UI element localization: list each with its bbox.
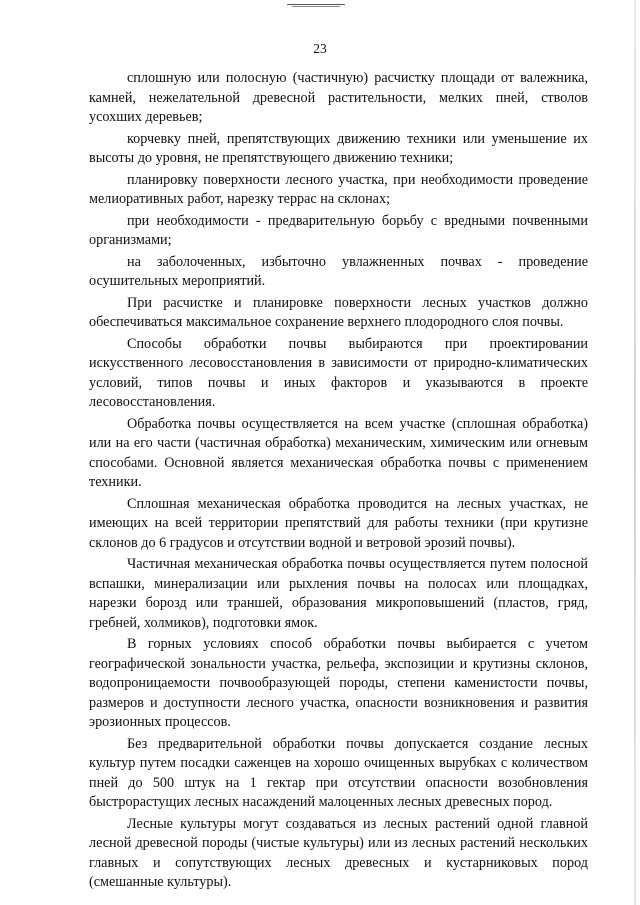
paragraph-tillage-methods: Способы обработки почвы выбираются при проектировании искусственного лесовосстановления в зависимости от природно-климатических условий, типов почвы и иных факторов и указываются в проекте лесовосстановления. (89, 335, 588, 410)
scan-edge-shadow (634, 0, 636, 905)
document-body (89, 69, 588, 895)
paragraph-pest-control: при необходимости - предварительную борьбу с вредными почвенными организмами; (89, 212, 588, 248)
paragraph-clearing: сплошную или полосную (частичную) расчистку площади от валежника, камней, нежелательной древесной растительности, мелких пней, стволов усохших деревьев; (89, 70, 588, 125)
paragraph-drainage: на заболоченных, избыточно увлажненных почвах - проведение осушительных мероприятий. (89, 253, 588, 289)
paragraph-mountain-conditions: В горных условиях способ обработки почвы выбирается с учетом географической зональности участка, рельефа, экспозиции и крутизны склонов, водопроницаемости почвообразующей породы, степени каменистости почвы, размеров и доступности лесного участка, опасности возникновения и развития эрозионных процессов. (89, 636, 588, 730)
paragraph-tillage-scope: Обработка почвы осуществляется на всем участке (сплошная обработка) или на его части (частичная обработка) механическим, химическим или огневым способами. Основной является механическая обработка почвы с применением техники. (89, 415, 588, 490)
paragraph-surface-planning: планировку поверхности лесного участка, при необходимости проведение мелиоративных работ, нарезку террас на склонах; (89, 171, 588, 207)
paragraph-forest-cultures: Лесные культуры могут создаваться из лесных растений одной главной лесной древесной породы (чистые культуры) или из лесных растений нескольких главных и сопутствующих лесных древесных и кустарниковых пород (смешанные культуры). (89, 815, 588, 890)
paragraph-partial-tillage: Частичная механическая обработка почвы осуществляется путем полосной вспашки, минерализации или рыхления почвы на полосах или площадках, нарезки борозд или траншей, образования микроповышений (пластов, гряд, гребней, холмиков), подготовки ямок. (89, 556, 588, 631)
paragraph-stump-removal: корчевку пней, препятствующих движению техники или уменьшение их высоты до уровня, не препятствующего движению техники; (89, 130, 588, 166)
top-scan-mark-secondary (292, 6, 340, 7)
page-number: 23 (313, 41, 327, 56)
paragraph-topsoil-preservation: При расчистке и планировке поверхности лесных участков должно обеспечиваться максимальное сохранение верхнего плодородного слоя почвы. (89, 294, 588, 330)
paragraph-continuous-tillage: Сплошная механическая обработка проводится на лесных участках, не имеющих на всей территории препятствий для работы техники (при крутизне склонов до 6 градусов и отсутствии водной и ветровой эрозий почвы). (89, 495, 588, 551)
paragraph-no-pretillage: Без предварительной обработки почвы допускается создание лесных культур путем посадки саженцев на хорошо очищенных вырубках с количеством пней до 500 штук на 1 гектар при отсутствии опасности возобновления быстрорастущих лесных насаждений малоценных лесных древесных пород. (89, 735, 588, 810)
top-scan-mark (287, 4, 345, 5)
